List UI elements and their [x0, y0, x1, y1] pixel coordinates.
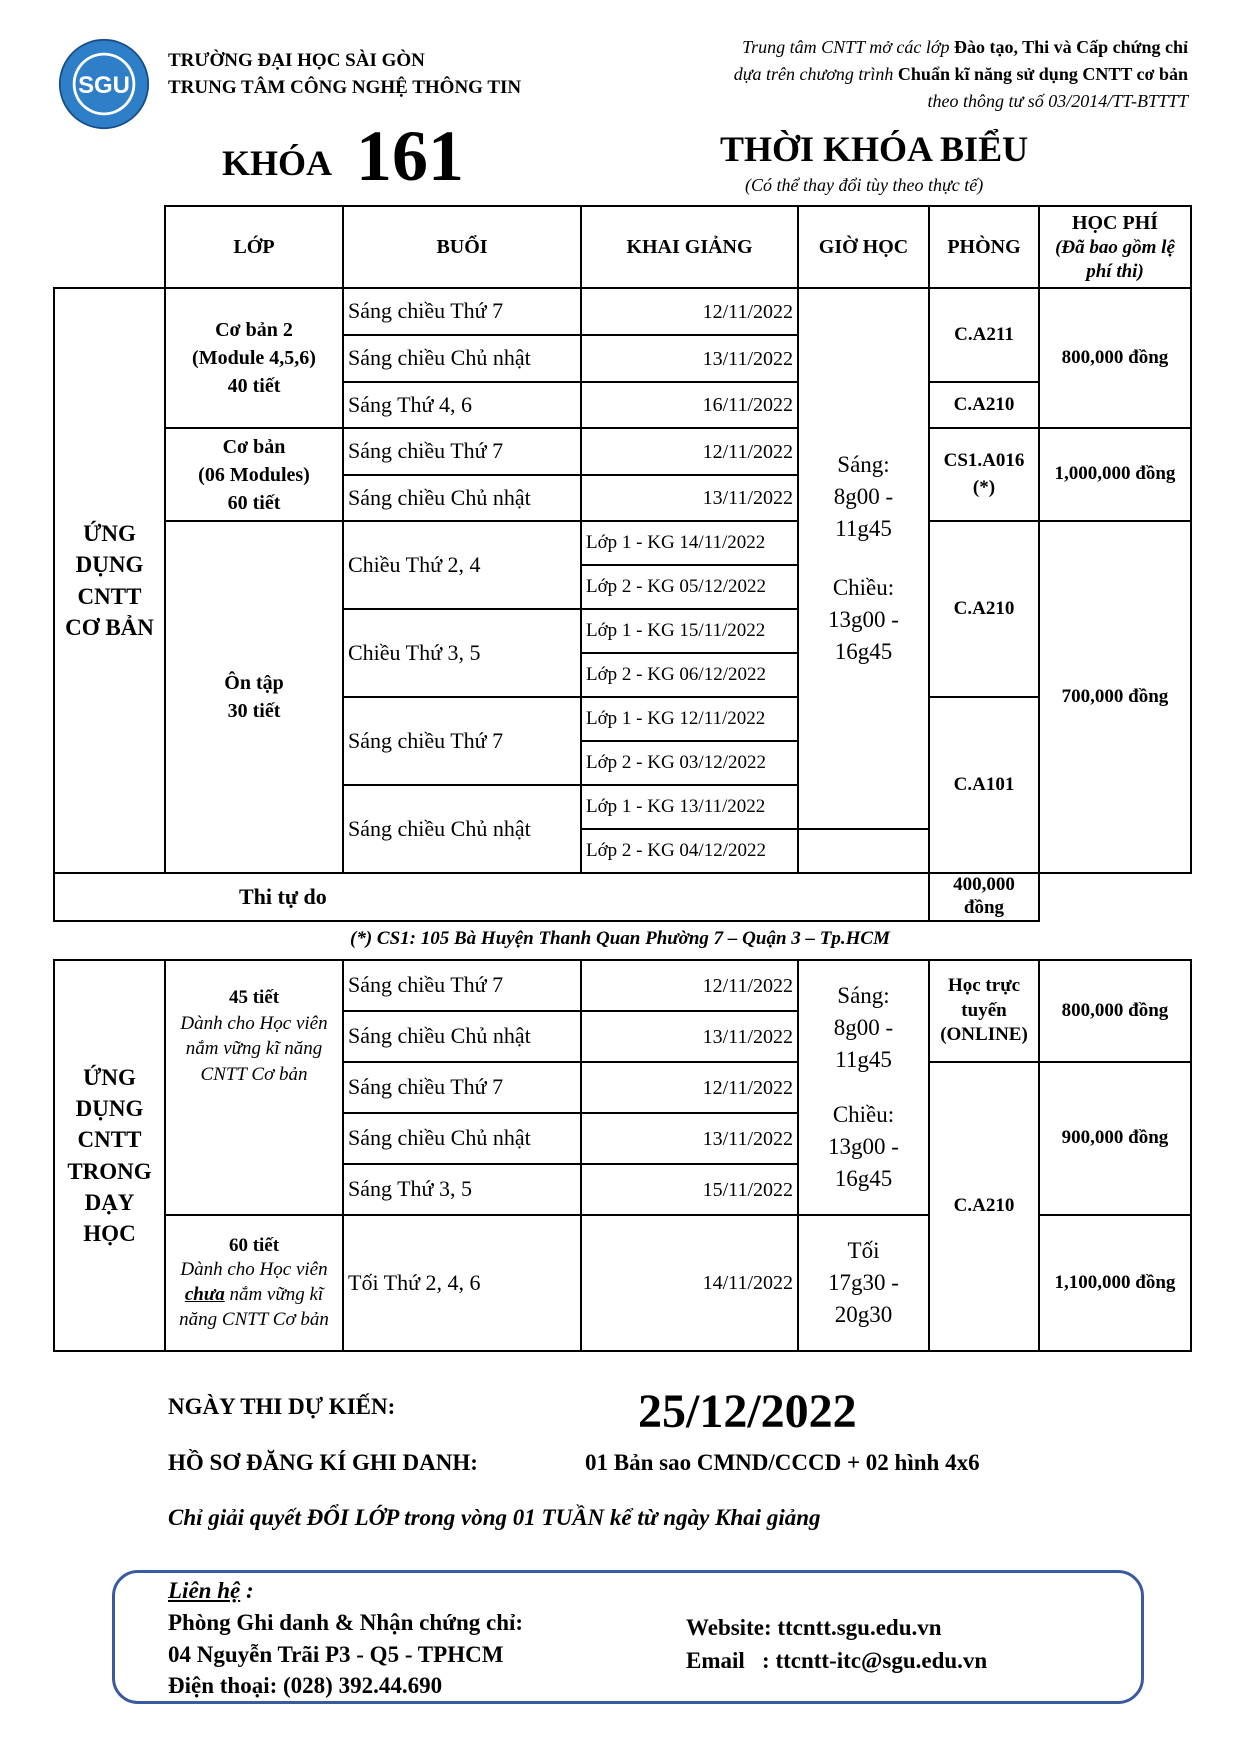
start-date: 12/11/2022	[581, 428, 798, 475]
schedule-table-basic	[53, 205, 1192, 922]
fee: 1,100,000 đồng	[1039, 1215, 1191, 1351]
course-number: 161	[356, 116, 464, 196]
intro-line-2: dựa trên chương trình Chuẩn kĩ năng sử dụng CNTT cơ bản	[733, 64, 1188, 84]
start-date: Lớp 2 - KG 04/12/2022	[581, 829, 798, 873]
start-date: 12/11/2022	[581, 960, 798, 1011]
room: CS1.A016 (*)	[929, 428, 1039, 521]
start-date: Lớp 1 - KG 13/11/2022	[581, 785, 798, 829]
category-teaching: ỨNG DỤNG CNTT TRONG DẠY HỌC	[54, 960, 165, 1351]
header-buoi: BUỔI	[343, 206, 581, 288]
start-date: 13/11/2022	[581, 335, 798, 382]
start-date: Lớp 2 - KG 05/12/2022	[581, 565, 798, 609]
fee: 900,000 đồng	[1039, 1062, 1191, 1215]
page-title: THỜI KHÓA BIỂU	[720, 129, 1029, 169]
contact-website[interactable]: Website: ttcntt.sgu.edu.vn	[686, 1615, 942, 1640]
session: Sáng chiều Chủ nhật	[343, 785, 581, 873]
exam-date: 25/12/2022	[638, 1385, 857, 1438]
session: Sáng chiều Chủ nhật	[343, 475, 581, 521]
class-coban2: Cơ bản 2 (Module 4,5,6) 40 tiết	[165, 288, 343, 428]
session: Sáng chiều Thứ 7	[343, 1062, 581, 1113]
session: Sáng chiều Chủ nhật	[343, 1113, 581, 1164]
start-date: 12/11/2022	[581, 1062, 798, 1113]
fee: 1,000,000 đồng	[1039, 428, 1191, 521]
contact-office: Phòng Ghi danh & Nhận chứng chỉ:	[168, 1610, 524, 1635]
fee: 800,000 đồng	[1039, 960, 1191, 1062]
cs1-address-note: (*) CS1: 105 Bà Huyện Thanh Quan Phường 7 – Quận 3 – Tp.HCM	[350, 928, 890, 949]
session: Chiều Thứ 3, 5	[343, 609, 581, 697]
room: C.A210	[929, 521, 1039, 697]
free-exam-fee: 400,000 đồng	[929, 873, 1039, 921]
class-hours-basic: Sáng: 8g00 - 11g45 Chiều: 13g00 - 16g45	[798, 288, 929, 829]
session: Sáng chiều Thứ 7	[343, 960, 581, 1011]
header-hoc-phi: HỌC PHÍ (Đã bao gồm lệ phí thi)	[1039, 206, 1191, 288]
documents-label: HỒ SƠ ĐĂNG KÍ GHI DANH:	[168, 1450, 478, 1475]
center-name: TRUNG TÂM CÔNG NGHỆ THÔNG TIN	[168, 77, 522, 98]
start-date: 16/11/2022	[581, 382, 798, 428]
start-date: Lớp 2 - KG 06/12/2022	[581, 653, 798, 697]
header-gio-hoc: GIỜ HỌC	[798, 206, 929, 288]
start-date: 13/11/2022	[581, 475, 798, 521]
page-subtitle: (Có thể thay đổi tùy theo thực tế)	[745, 175, 984, 195]
room: C.A210	[929, 1062, 1039, 1351]
start-date: 13/11/2022	[581, 1113, 798, 1164]
contact-email[interactable]: Email : ttcntt-itc@sgu.edu.vn	[686, 1648, 988, 1673]
start-date: Lớp 1 - KG 14/11/2022	[581, 521, 798, 565]
intro-line-3: theo thông tư số 03/2014/TT-BTTTT	[927, 91, 1188, 111]
intro-line-1: Trung tâm CNTT mở các lớp Đào tạo, Thi và Cấp chứng chỉ	[742, 37, 1188, 57]
header-lop: LỚP	[165, 206, 343, 288]
room: C.A210	[929, 382, 1039, 428]
school-name: TRƯỜNG ĐẠI HỌC SÀI GÒN	[168, 50, 425, 71]
class-change-policy: Chỉ giải quyết ĐỔI LỚP trong vòng 01 TUẦN kể từ ngày Khai giảng	[168, 1505, 821, 1530]
sgu-logo	[58, 38, 150, 130]
contact-phone: Điện thoại: (028) 392.44.690	[168, 1673, 443, 1698]
session: Sáng Thứ 4, 6	[343, 382, 581, 428]
start-date: 12/11/2022	[581, 288, 798, 335]
room-online: Học trực tuyến (ONLINE)	[929, 960, 1039, 1062]
session: Sáng Thứ 3, 5	[343, 1164, 581, 1215]
session: Sáng chiều Thứ 7	[343, 697, 581, 785]
free-exam-label: Thi tự do	[54, 873, 929, 921]
course-label: KHÓA	[222, 143, 333, 183]
room: C.A211	[929, 288, 1039, 382]
class-45: 45 tiết Dành cho Học viên nắm vững kĩ năng CNTT Cơ bản	[165, 960, 343, 1215]
class-ontap: Ôn tập 30 tiết	[165, 521, 343, 873]
header-phong: PHÒNG	[929, 206, 1039, 288]
start-date: 13/11/2022	[581, 1011, 798, 1062]
category-basic: ỨNG DỤNG CNTT CƠ BẢN	[54, 288, 165, 873]
header-khai-giang: KHAI GIẢNG	[581, 206, 798, 288]
class-hours-teaching: Sáng: 8g00 - 11g45 Chiều: 13g00 - 16g45	[798, 960, 929, 1215]
fee: 700,000 đồng	[1039, 521, 1191, 873]
start-date: Lớp 1 - KG 12/11/2022	[581, 697, 798, 741]
start-date: Lớp 2 - KG 03/12/2022	[581, 741, 798, 785]
class-hours-evening: Tối 17g30 - 20g30	[798, 1215, 929, 1351]
room: C.A101	[929, 697, 1039, 873]
exam-date-label: NGÀY THI DỰ KIẾN:	[168, 1394, 396, 1419]
svg-text:SGU: SGU	[78, 72, 130, 100]
start-date: 14/11/2022	[581, 1215, 798, 1351]
class-coban: Cơ bản (06 Modules) 60 tiết	[165, 428, 343, 521]
documents-value: 01 Bản sao CMND/CCCD + 02 hình 4x6	[585, 1450, 980, 1475]
session: Sáng chiều Thứ 7	[343, 428, 581, 475]
schedule-table-teaching	[53, 959, 1192, 1352]
start-date: Lớp 1 - KG 15/11/2022	[581, 609, 798, 653]
contact-address: 04 Nguyễn Trãi P3 - Q5 - TPHCM	[168, 1642, 504, 1667]
contact-title: Liên hệ :	[168, 1578, 254, 1603]
start-date: 15/11/2022	[581, 1164, 798, 1215]
session: Chiều Thứ 2, 4	[343, 521, 581, 609]
fee: 800,000 đồng	[1039, 288, 1191, 428]
session: Sáng chiều Thứ 7	[343, 288, 581, 335]
class-60: 60 tiết Dành cho Học viên chưa nắm vững kĩ năng CNTT Cơ bản	[165, 1215, 343, 1351]
session: Tối Thứ 2, 4, 6	[343, 1215, 581, 1351]
session: Sáng chiều Chủ nhật	[343, 1011, 581, 1062]
session: Sáng chiều Chủ nhật	[343, 335, 581, 382]
